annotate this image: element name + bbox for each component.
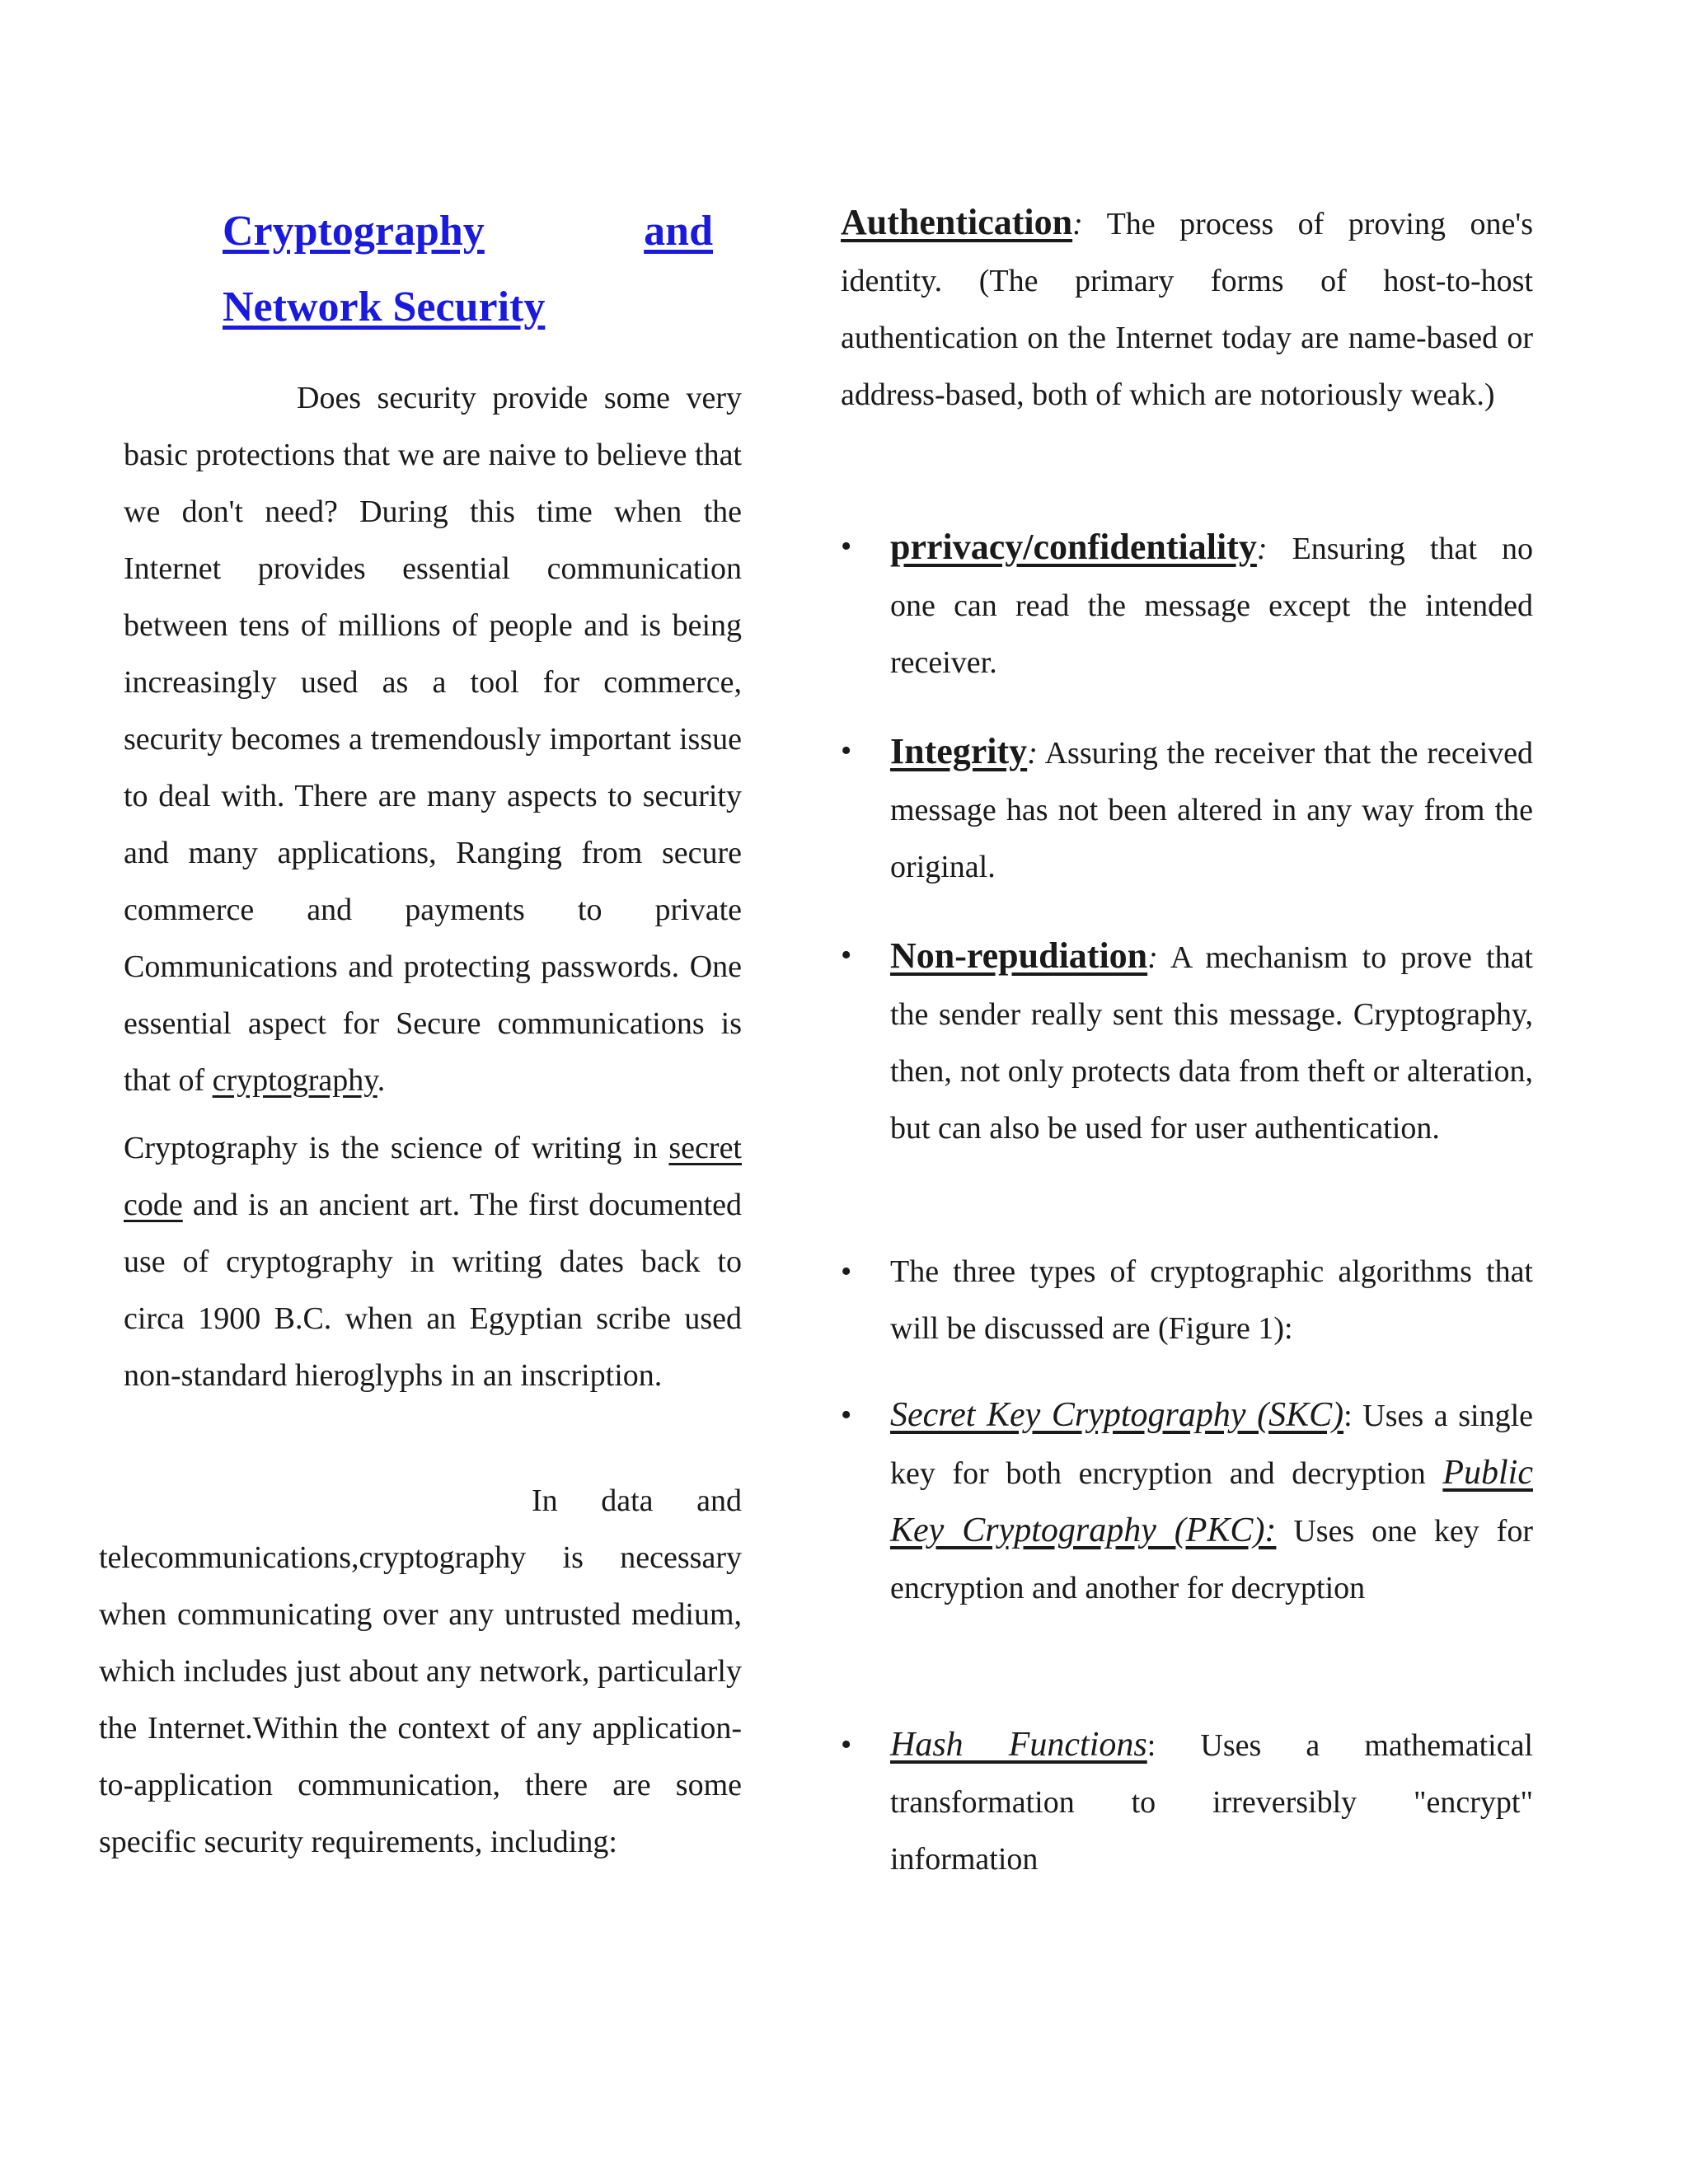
privacy-text-block [890, 518, 1533, 691]
non-repudiation-colon: : [1147, 940, 1158, 975]
pkc-term: Public Key Cryptography (PKC): [890, 1454, 1533, 1549]
bullet-dot: • [841, 1727, 852, 1762]
title-line-2[interactable]: Network Security [223, 284, 546, 330]
skc-term: Secret Key Cryptography (SKC) [890, 1396, 1344, 1434]
hash-text: : Uses a mathematical transformation to irreversibly "encrypt" information [890, 1728, 1533, 1877]
bullet-dot: • [841, 529, 852, 564]
types-text: The three types of cryptographic algorithms that will be discussed are (Figure 1): [890, 1254, 1533, 1346]
title-word-cryptography: Cryptography [223, 208, 485, 255]
bullet-dot: • [841, 733, 852, 768]
bullet-dot: • [841, 1254, 852, 1289]
intro-text: Does security provide some very basic protections that we are naive to believe that we don't need? During this time when the Internet provides essential communication between tens of millions of people and is being increasingly used as a tool for commerce, security becomes a tremendously important issue to deal with. There are many aspects to security and many applications, Ranging from secure commerce and payments to private Communications and protecting passwords. One essential aspect for Secure communications is that of [124, 381, 742, 1098]
intro-paragraph [124, 370, 742, 1109]
history-text-start: Cryptography is the science of writing in [124, 1131, 669, 1165]
non-repudiation-text-block [890, 927, 1533, 1157]
pkc-text: Uses one key for encryption and another for decryption [890, 1514, 1533, 1605]
title-line-1[interactable] [223, 194, 713, 269]
privacy-term: prrivacy/confidentiality [890, 527, 1257, 567]
title-word-and: and [644, 208, 713, 255]
integrity-text: Assuring the receiver that the received message has not been altered in any way from the original. [890, 736, 1533, 884]
secret-code-link[interactable]: secret code [124, 1131, 742, 1222]
skc-text: : Uses a single key for both encryption and decryption [890, 1399, 1533, 1491]
intro-end: . [377, 1063, 386, 1098]
authentication-text: The process of proving one's identity. (The primary forms of host-to-host authentication on the Internet today are name-based or address-based, both of which are notoriously weak.) [841, 207, 1533, 412]
authentication-colon: : [1072, 207, 1083, 241]
history-paragraph [124, 1120, 742, 1404]
integrity-term: Integrity [890, 731, 1028, 771]
hash-text-block [890, 1717, 1533, 1888]
authentication-paragraph [841, 194, 1533, 424]
history-text-end: and is an ancient art. The first documented use of cryptography in writing dates back to circa 1900 B.C. when an Egyptian scribe used non-standard hieroglyphs in an inscription. [124, 1188, 742, 1393]
privacy-colon: : [1256, 532, 1268, 566]
non-repudiation-text: A mechanism to prove that the sender really sent this message. Cryptography, then, not only protects data from theft or alteration, but can also be used for user authentication. [890, 940, 1533, 1146]
page-title[interactable] [223, 194, 717, 345]
hash-term: Hash Functions [890, 1726, 1147, 1764]
privacy-text: Ensuring that no one can read the message except the intended receiver. [890, 532, 1533, 680]
integrity-colon: : [1027, 736, 1038, 771]
skc-pkc-text-block [890, 1387, 1533, 1617]
authentication-term: Authentication [841, 202, 1073, 242]
bullet-dot: • [841, 938, 852, 972]
bullet-dot: • [841, 1398, 852, 1432]
non-repudiation-term: Non-repudiation [890, 935, 1148, 976]
integrity-text-block [890, 723, 1533, 896]
cryptography-link[interactable]: cryptography [212, 1063, 377, 1098]
requirements-paragraph: In data and telecommunications,cryptography is necessary when communicating over any untrusted medium, which includes just about any network, particularly the Internet.Within the context of any application-to-application communication, there are some specific security requirements, including: [99, 1483, 742, 1859]
